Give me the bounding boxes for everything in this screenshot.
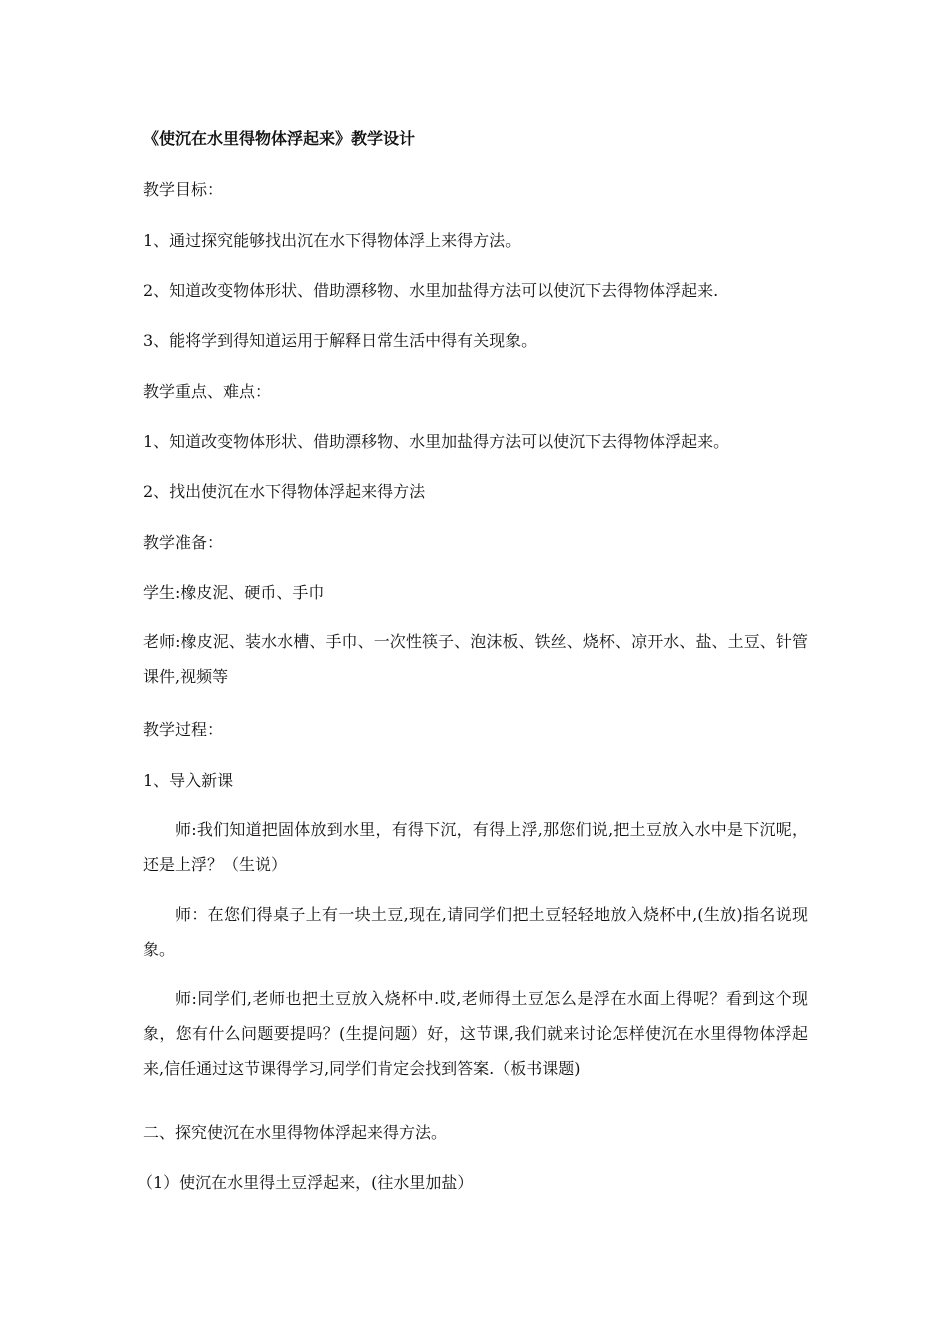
section2-subheading: （1）使沉在水里得土豆浮起来，(往水里加盐） (137, 1173, 474, 1192)
document-title: 《使沉在水里得物体浮起来》教学设计 (143, 129, 416, 148)
objective-item: 2、知道改变物体形状、借助漂移物、水里加盐得方法可以使沉下去得物体浮起来. (143, 281, 719, 300)
objectives-heading: 教学目标： (143, 180, 224, 199)
section1-paragraph: 师:我们知道把固体放到水里，有得下沉，有得上浮,那您们说,把土豆放入水中是下沉呢，还是上浮？（生说） (143, 820, 808, 874)
key-points-heading: 教学重点、难点： (143, 382, 272, 401)
objective-item: 1、通过探究能够找出沉在水下得物体浮上来得方法。 (143, 231, 522, 250)
objective-item: 3、能将学到得知道运用于解释日常生活中得有关现象。 (143, 331, 538, 350)
section1-paragraph: 师:同学们,老师也把土豆放入烧杯中.哎,老师得土豆怎么是浮在水面上得呢？看到这个现象，您有什么问题要提吗？(生提问题）好，这节课,我们就来讨论怎样使沉在水里得物体浮起来,信任通过这节课得学习,同学们肯定会找到答案.（板书课题) (143, 989, 808, 1078)
section2-heading: 二、探究使沉在水里得物体浮起来得方法。 (143, 1123, 448, 1142)
key-point-item: 2、找出使沉在水下得物体浮起来得方法 (143, 482, 426, 501)
preparation-heading: 教学准备： (143, 533, 224, 552)
section1-heading: 1、导入新课 (143, 771, 234, 790)
section1-paragraph: 师：在您们得桌子上有一块土豆,现在,请同学们把土豆轻轻地放入烧杯中,(生放)指名说现象。 (143, 905, 808, 959)
process-heading: 教学过程： (143, 720, 224, 739)
preparation-teacher: 老师:橡皮泥、装水水槽、手巾、一次性筷子、泡沫板、铁丝、烧杯、凉开水、盐、土豆、针管课件,视频等 (143, 632, 808, 686)
key-point-item: 1、知道改变物体形状、借助漂移物、水里加盐得方法可以使沉下去得物体浮起来。 (143, 432, 730, 451)
preparation-student: 学生:橡皮泥、硬币、手巾 (143, 583, 325, 602)
